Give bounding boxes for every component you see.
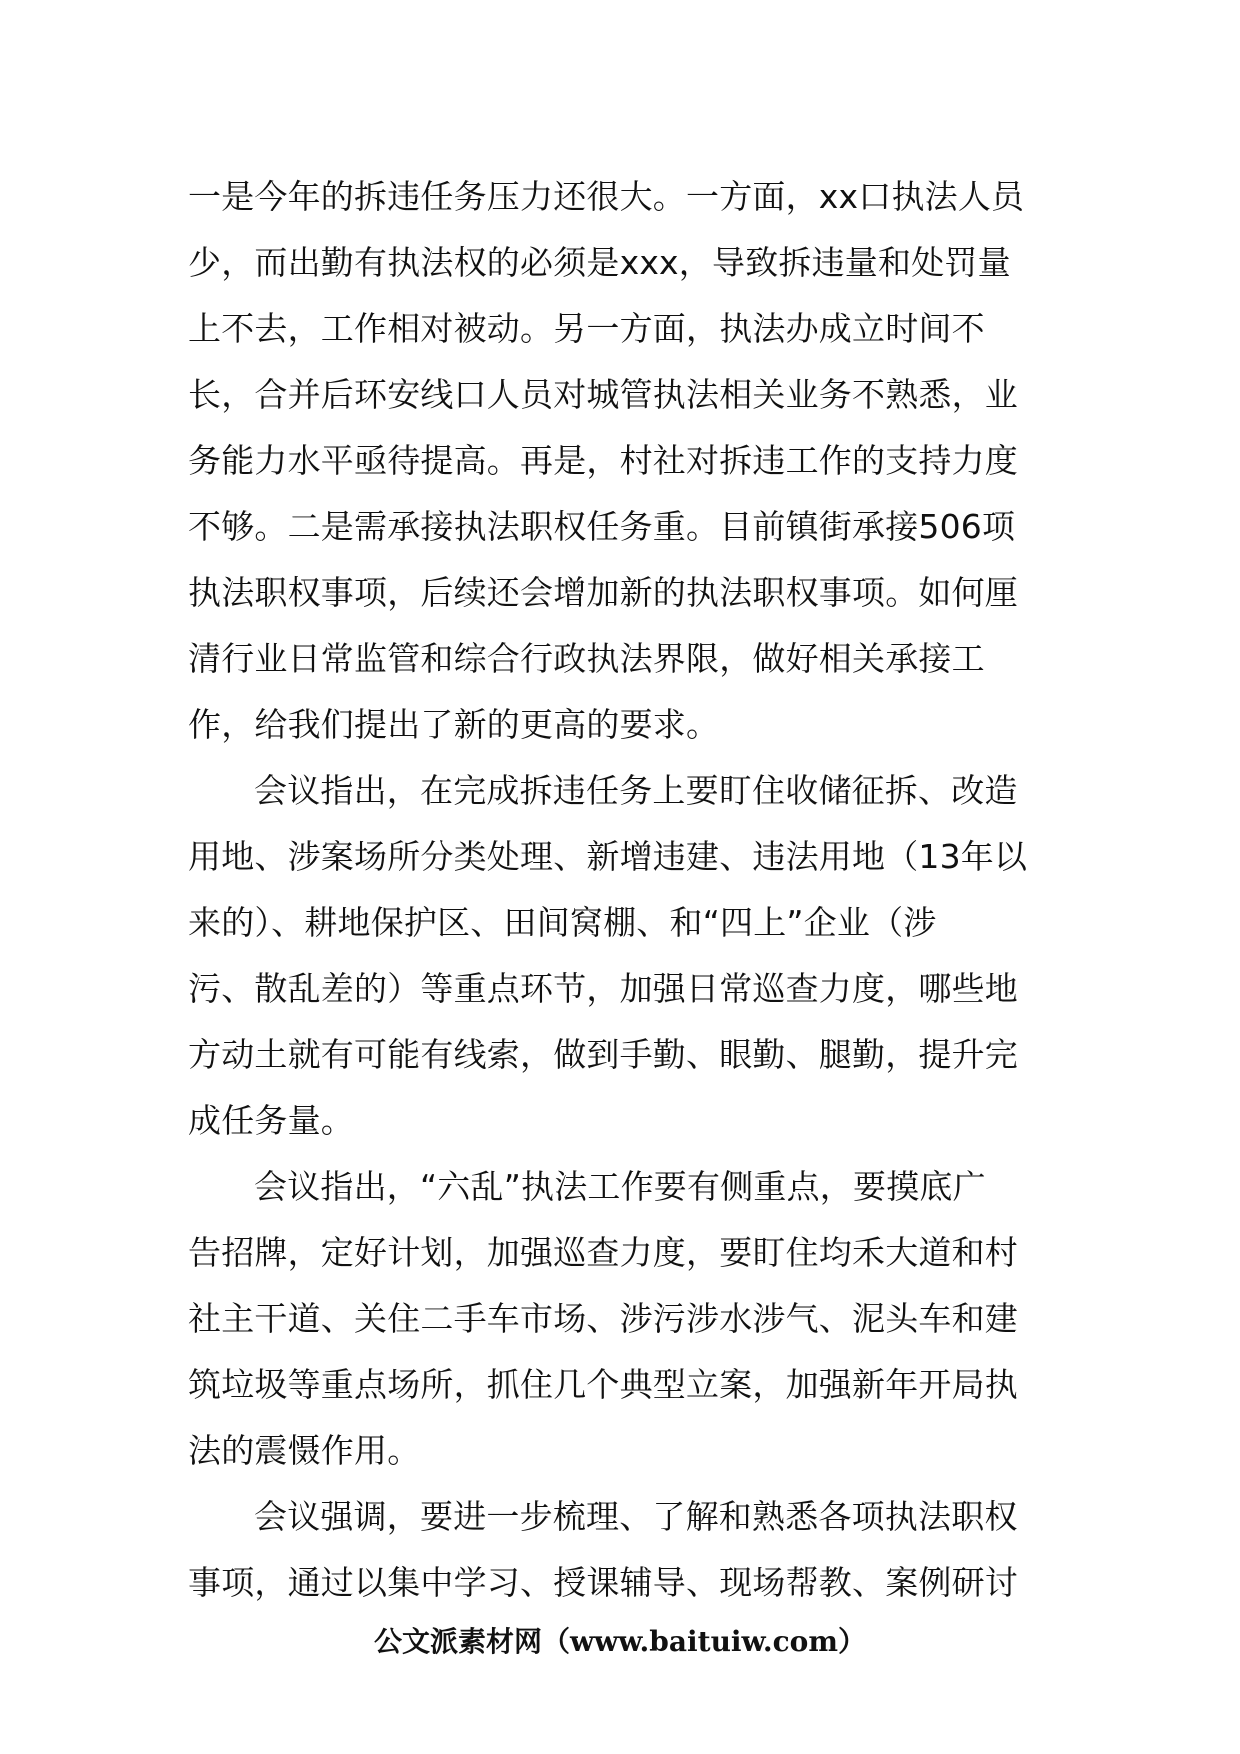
text-line: 成任务量。 — [188, 1101, 354, 1140]
text-line: 用地、涉案场所分类处理、新增违建、违法用地（13年以 — [188, 837, 1028, 876]
document-body — [188, 164, 1058, 1616]
text-line: 务能力水平亟待提高。再是，村社对拆违工作的支持力度 — [188, 441, 1018, 480]
text-line: 会议指出，在完成拆违任务上要盯住收储征拆、改造 — [254, 771, 1018, 810]
text-line: 一是今年的拆违任务压力还很大。一方面，xx口执法人员 — [188, 177, 1025, 216]
text-line: 筑垃圾等重点场所，抓住几个典型立案，加强新年开局执 — [188, 1365, 1018, 1404]
text-line: 上不去，工作相对被动。另一方面，执法办成立时间不 — [188, 309, 985, 348]
text-line: 污、散乱差的）等重点环节，加强日常巡查力度，哪些地 — [188, 969, 1018, 1008]
footer-watermark: 公文派素材网（www.baituiw.com） — [374, 1625, 866, 1658]
text-line: 事项，通过以集中学习、授课辅导、现场帮教、案例研讨 — [188, 1563, 1018, 1602]
text-line: 不够。二是需承接执法职权任务重。目前镇街承接506项 — [188, 507, 1016, 546]
text-line: 会议指出，“六乱”执法工作要有侧重点，要摸底广 — [254, 1167, 986, 1206]
text-line: 长，合并后环安线口人员对城管执法相关业务不熟悉，业 — [188, 375, 1018, 414]
text-line: 会议强调，要进一步梳理、了解和熟悉各项执法职权 — [254, 1497, 1018, 1536]
text-line: 方动土就有可能有线索，做到手勤、眼勤、腿勤，提升完 — [188, 1035, 1018, 1074]
text-line: 少，而出勤有执法权的必须是xxx，导致拆违量和处罚量 — [188, 243, 1011, 282]
text-line: 告招牌，定好计划，加强巡查力度，要盯住均禾大道和村 — [188, 1233, 1018, 1272]
text-line: 来的）、耕地保护区、田间窝棚、和“四上”企业（涉 — [188, 903, 937, 942]
text-line: 作，给我们提出了新的更高的要求。 — [188, 705, 720, 744]
text-line: 社主干道、关住二手车市场、涉污涉水涉气、泥头车和建 — [188, 1299, 1018, 1338]
text-line: 法的震慑作用。 — [188, 1431, 421, 1470]
text-line: 执法职权事项，后续还会增加新的执法职权事项。如何厘 — [188, 573, 1018, 612]
text-line: 清行业日常监管和综合行政执法界限，做好相关承接工 — [188, 639, 985, 678]
